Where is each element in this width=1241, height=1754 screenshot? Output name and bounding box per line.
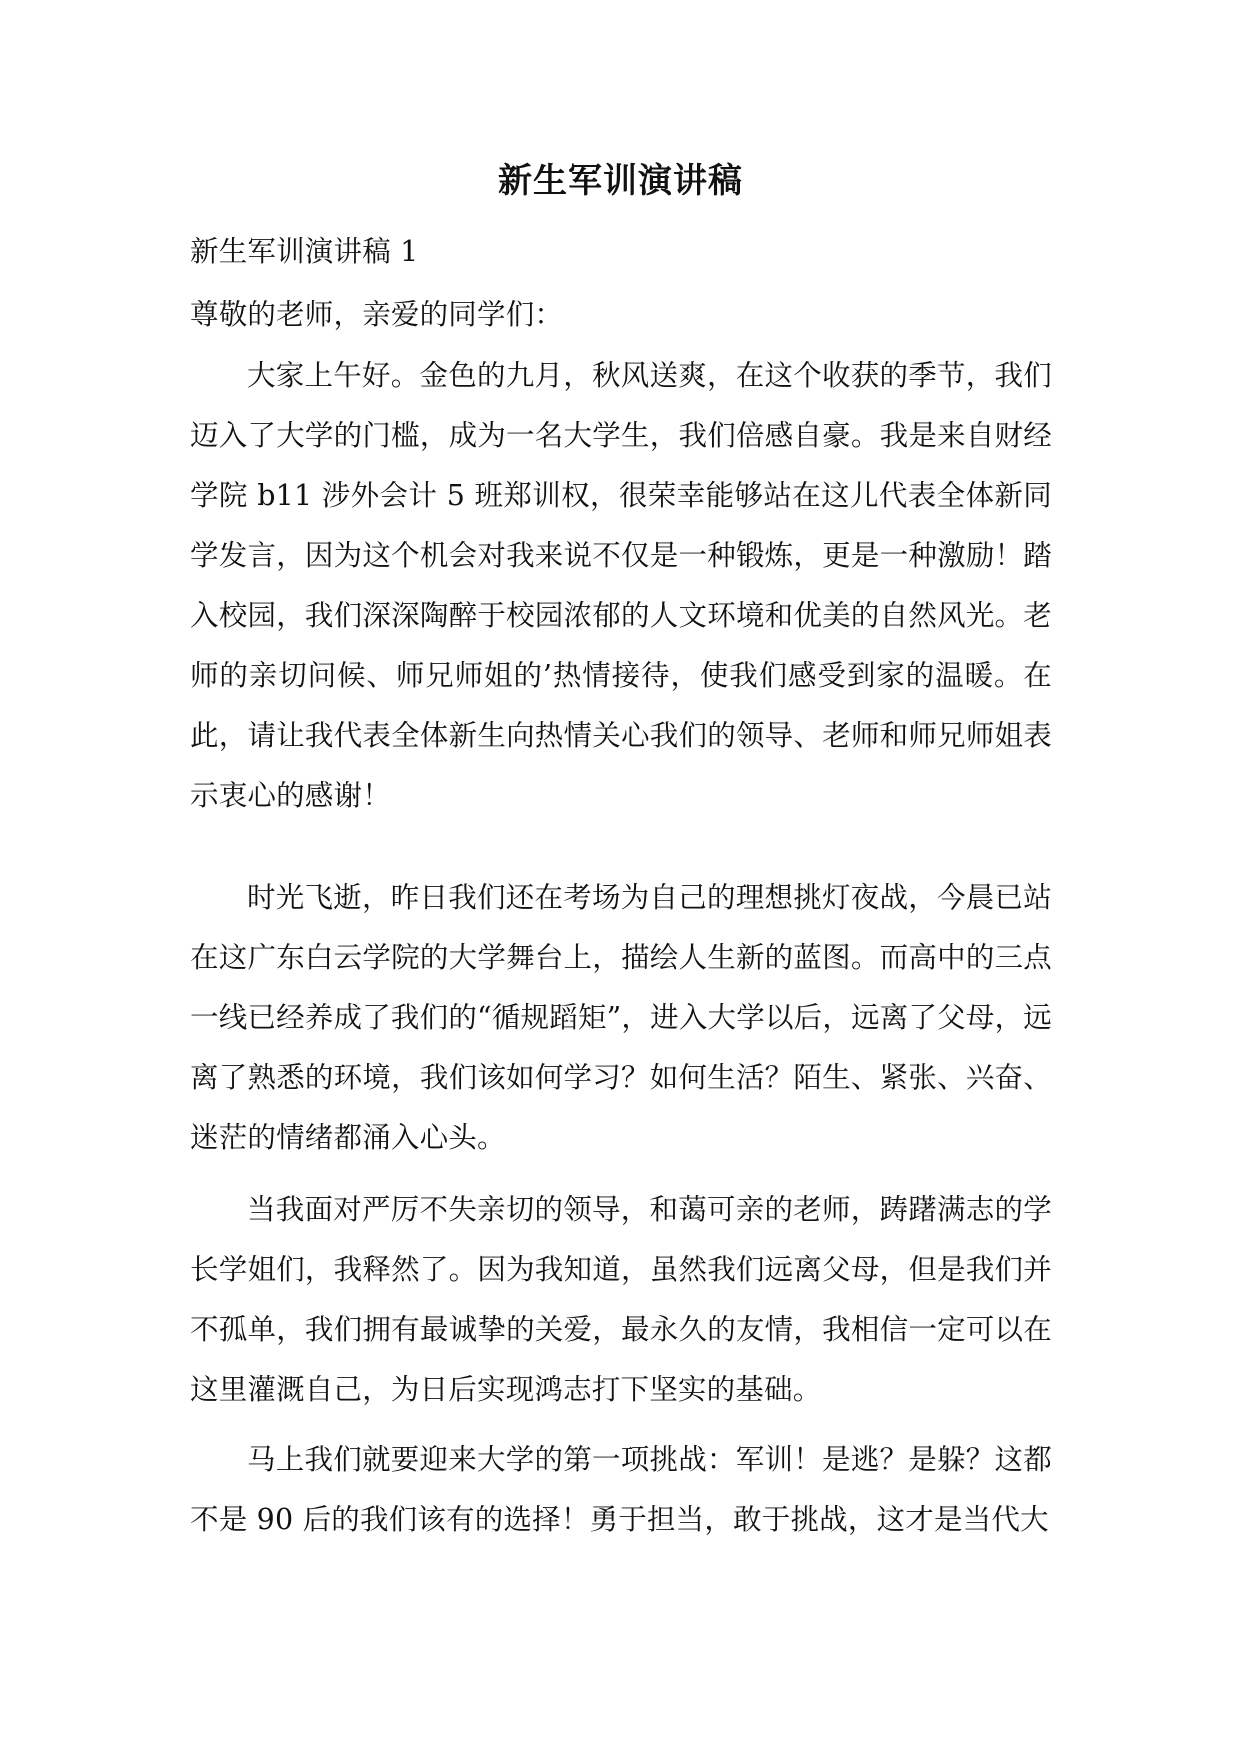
salutation: 尊敬的老师，亲爱的同学们： — [190, 298, 564, 331]
section-heading: 新生军训演讲稿 1 — [190, 235, 419, 268]
paragraph-2: 时光飞逝，昨日我们还在考场为自己的理想挑灯夜战，今晨已站在这广东白云学院的大学舞台上，描绘人生新的蓝图。而高中的三点一线已经养成了我们的“循规蹈矩”，进入大学以后，远离了父母，远离了熟悉的环境，我们该如何学习？如何生活？陌生、紧张、兴奋、迷茫的情绪都涌入心头。 — [190, 881, 1052, 1154]
document-title: 新生军训演讲稿 — [498, 161, 743, 201]
paragraph-3: 当我面对严厉不失亲切的领导，和蔼可亲的老师，踌躇满志的学长学姐们，我释然了。因为我知道，虽然我们远离父母，但是我们并不孤单，我们拥有最诚挚的关爱，最永久的友情，我相信一定可以在这里灌溉自己，为日后实现鸿志打下坚实的基础。 — [190, 1193, 1052, 1406]
paragraph-4: 马上我们就要迎来大学的第一项挑战：军训！是逃？是躲？这都不是 90 后的我们该有的选择！勇于担当，敢于挑战，这才是当代大 — [190, 1443, 1052, 1536]
paragraph-1: 大家上午好。金色的九月，秋风送爽，在这个收获的季节，我们迈入了大学的门槛，成为一名大学生，我们倍感自豪。我是来自财经学院 b11 涉外会计 5 班郑训权，很荣幸能够站在这儿代表全体新同学发言，因为这个机会对我来说不仅是一种锻炼，更是一种激励！踏入校园，我们深深陶醉于校园浓郁的人文环境和优美的自然风光。老师的亲切问候、师兄师姐的’热情接待，使我们感受到家的温暖。在此，请让我代表全体新生向热情关心我们的领导、老师和师兄师姐表示衷心的感谢！ — [190, 359, 1052, 812]
